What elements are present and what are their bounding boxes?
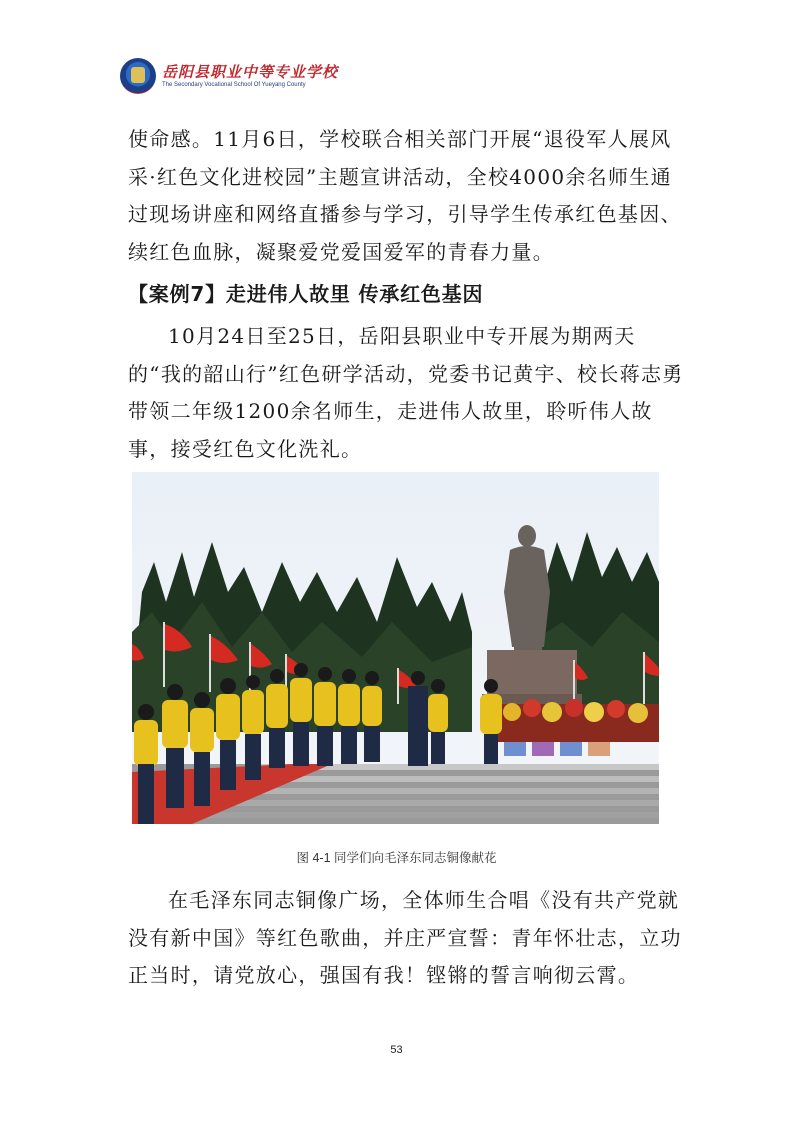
paragraph-oath: 在毛泽东同志铜像广场，全体师生合唱《没有共产党就没有新中国》等红色歌曲，并庄严宣誓：青年怀壮志，立功正当时，请党放心，强国有我！铿锵的誓言响彻云霄。	[128, 888, 682, 987]
page-number: 53	[390, 1044, 403, 1056]
document-header	[120, 56, 338, 96]
school-name-en: The Secondary Vocational School Of Yueyang County	[162, 81, 306, 88]
school-emblem-icon	[120, 58, 156, 94]
case-heading: 【案例7】走进伟人故里 传承红色基因	[128, 282, 484, 306]
paragraph-intro: 使命感。11月6日，学校联合相关部门开展“退役军人展风采·红色文化进校园”主题宣讲活动，全校4000余名师生通过现场讲座和网络直播参与学习，引导学生传承红色基因、续红色血脉，凝聚爱党爱国爱军的青春力量。	[128, 127, 682, 264]
figure-photo	[132, 472, 659, 824]
figure-caption: 图 4-1 同学们向毛泽东同志铜像献花	[296, 851, 497, 865]
school-name	[162, 64, 338, 89]
school-name-cn: 岳阳县职业中等专业学校	[162, 62, 339, 81]
paragraph-case-7: 10月24日至25日，岳阳县职业中专开展为期两天的“我的韶山行”红色研学活动，党委书记黄宇、校长蒋志勇带领二年级1200余名师生，走进伟人故里，聆听伟人故事，接受红色文化洗礼。	[128, 324, 684, 461]
photo-illustration	[132, 472, 659, 824]
